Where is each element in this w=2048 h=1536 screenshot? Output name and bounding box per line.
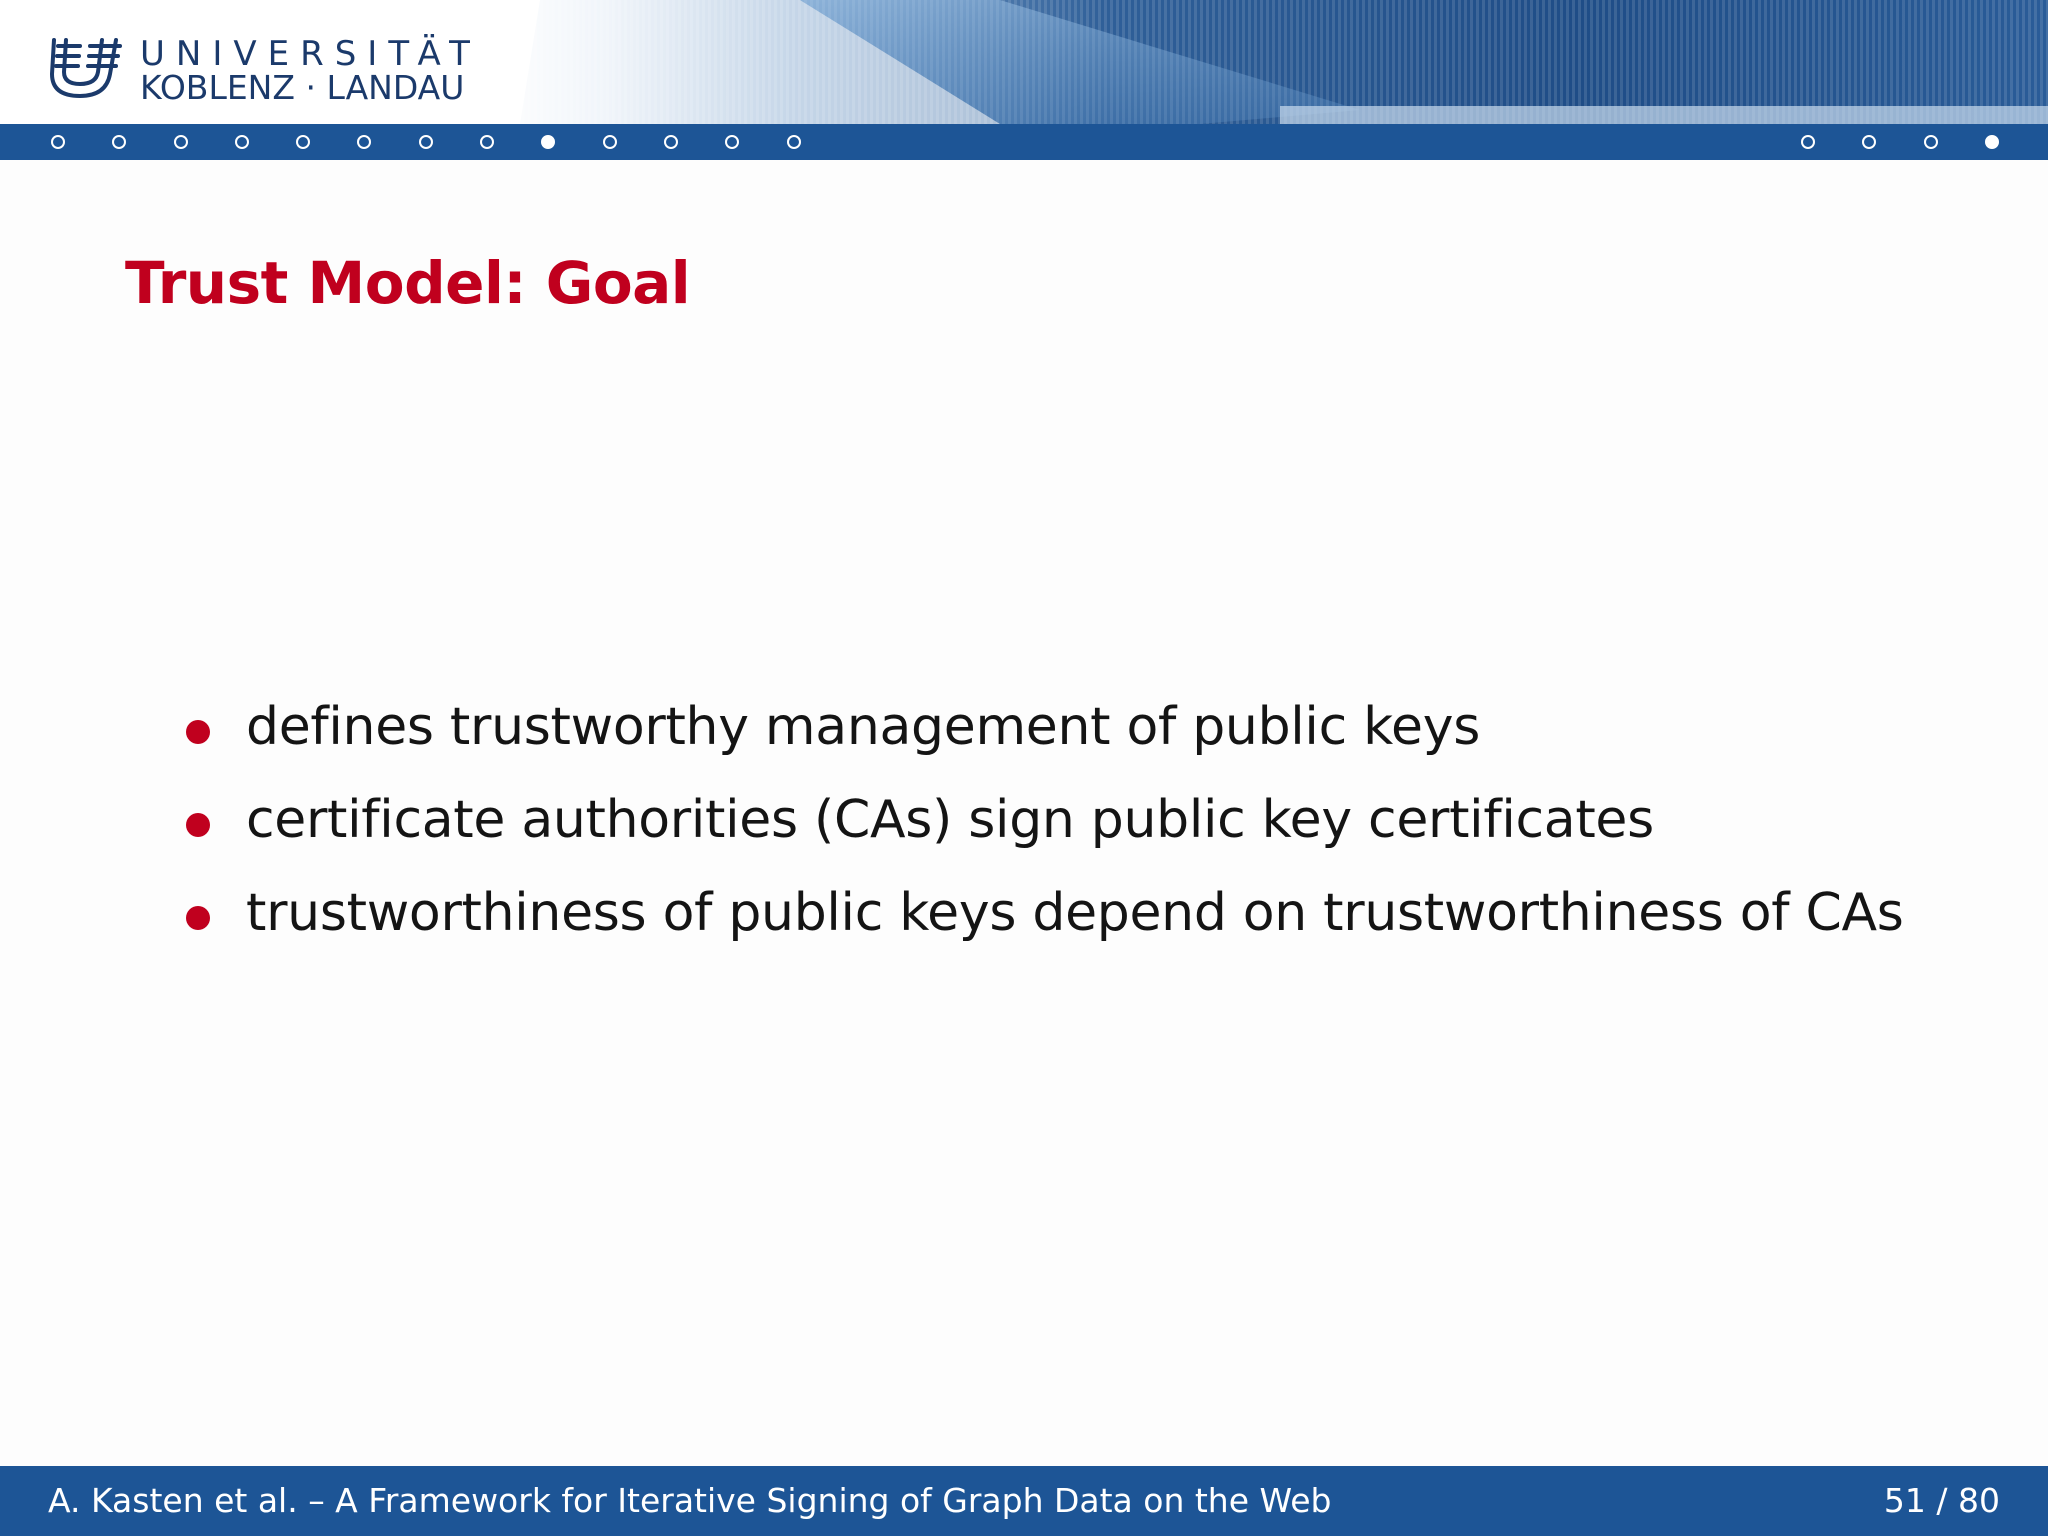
- bullet-text: trustworthiness of public keys depend on trustworthiness of CAs: [246, 883, 1904, 943]
- bullet-text: certificate authorities (CAs) sign public key certificates: [246, 790, 1654, 850]
- section-navigation-bar: [0, 124, 2048, 160]
- subnav-dot-3[interactable]: [1924, 135, 1938, 149]
- subsection-progress-dots: [1801, 124, 2046, 160]
- nav-dot-8[interactable]: [480, 135, 494, 149]
- header-banner-image: [480, 0, 2048, 124]
- nav-dot-4[interactable]: [235, 135, 249, 149]
- bullet-marker-icon: [186, 720, 210, 744]
- subnav-dot-4-current[interactable]: [1985, 135, 1999, 149]
- nav-dot-9-current[interactable]: [541, 135, 555, 149]
- bullet-text: defines trustworthy management of public keys: [246, 697, 1481, 757]
- slide-header: [0, 0, 2048, 124]
- slide-title: Trust Model: Goal: [125, 249, 691, 317]
- nav-dot-1[interactable]: [51, 135, 65, 149]
- nav-dot-6[interactable]: [357, 135, 371, 149]
- bullet-marker-icon: [186, 813, 210, 837]
- nav-dot-11[interactable]: [664, 135, 678, 149]
- university-logo: [44, 34, 484, 107]
- nav-dot-12[interactable]: [725, 135, 739, 149]
- nav-dot-5[interactable]: [296, 135, 310, 149]
- nav-dot-3[interactable]: [174, 135, 188, 149]
- nav-dot-13[interactable]: [787, 135, 801, 149]
- nav-dot-10[interactable]: [603, 135, 617, 149]
- subnav-dot-2[interactable]: [1862, 135, 1876, 149]
- footer-citation: A. Kasten et al. – A Framework for Iterative Signing of Graph Data on the Web: [48, 1481, 1332, 1520]
- university-emblem-icon: [44, 34, 124, 102]
- page-number: 51 / 80: [1883, 1481, 2000, 1520]
- slide-footer: [0, 1466, 2048, 1536]
- nav-dot-2[interactable]: [112, 135, 126, 149]
- logo-wordmark-top: UNIVERSITÄT: [140, 34, 481, 74]
- nav-dot-7[interactable]: [419, 135, 433, 149]
- bullet-marker-icon: [186, 906, 210, 930]
- section-progress-dots: [51, 124, 848, 160]
- subnav-dot-1[interactable]: [1801, 135, 1815, 149]
- logo-wordmark-bottom: KOBLENZ · LANDAU: [140, 68, 465, 107]
